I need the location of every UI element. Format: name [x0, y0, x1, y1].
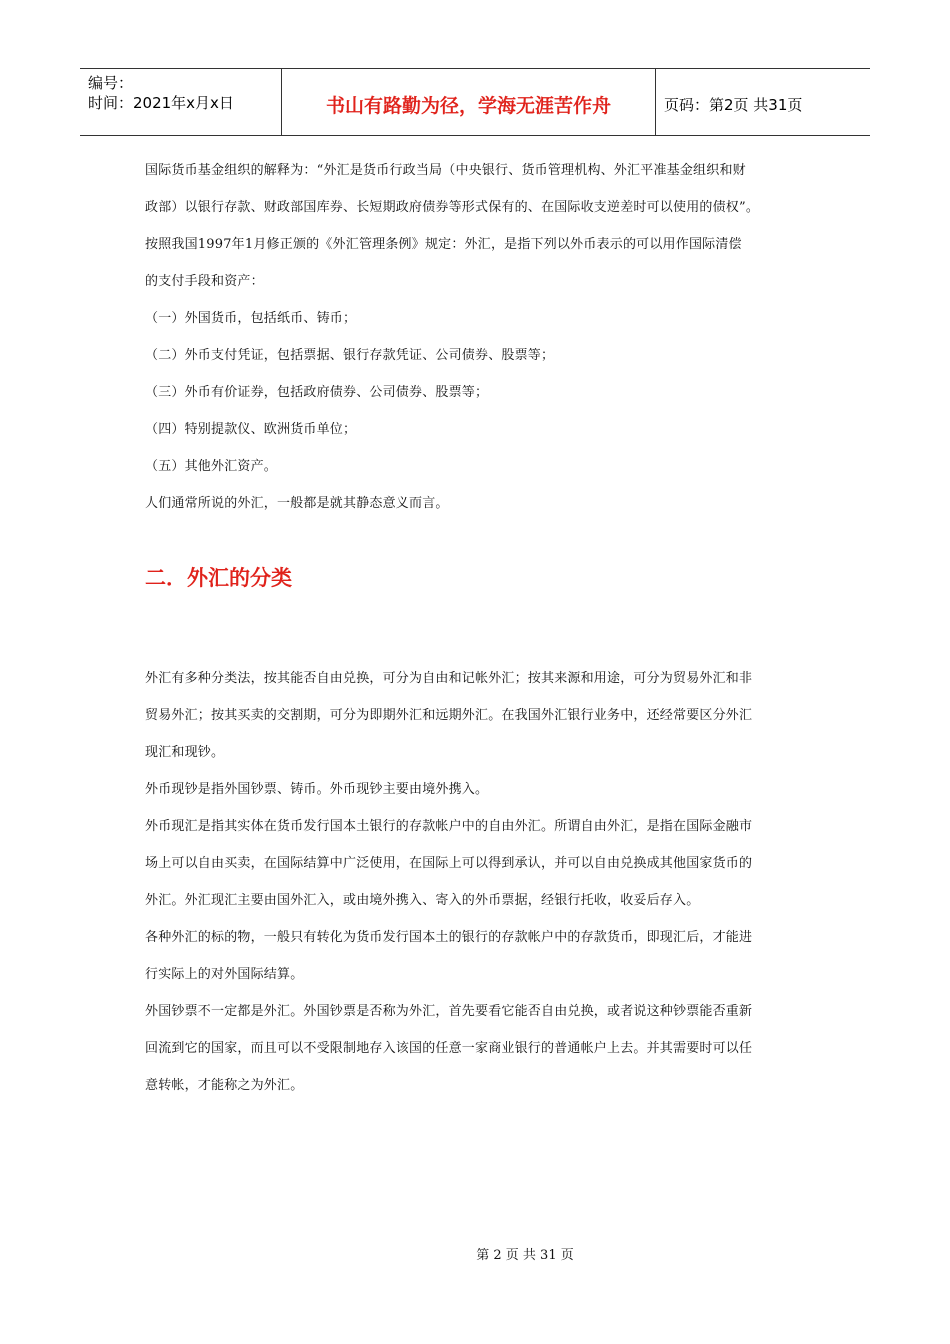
intro-section	[145, 152, 810, 522]
body-line: 外国钞票不一定都是外汇。外国钞票是否称为外汇，首先要看它能否自由兑换，或者说这种钞票能否重新	[145, 1004, 753, 1019]
body-line: 行实际上的对外国际结算。	[145, 967, 304, 982]
list-item: （五）其他外汇资产。	[145, 459, 278, 474]
header-motto: 书山有路勤为径，学海无涯苦作舟	[282, 69, 656, 135]
list-item: （四）特别提款仪、欧洲货币单位；	[145, 422, 357, 437]
body-line: 各种外汇的标的物，一般只有转化为货币发行国本土的银行的存款帐户中的存款货币，即现汇后，才能进	[145, 930, 753, 945]
intro-line: 人们通常所说的外汇，一般都是就其静态意义而言。	[145, 496, 449, 511]
body-line: 外币现汇是指其实体在货币发行国本土银行的存款帐户中的自由外汇。所谓自由外汇，是指在国际金融市	[145, 819, 753, 834]
document-number: 编号：	[88, 74, 134, 92]
body-line: 外汇。外汇现汇主要由国外汇入，或由境外携入、寄入的外币票据，经银行托收，收妥后存入。	[145, 893, 700, 908]
header-page-info: 页码：第2页 共31页	[664, 95, 803, 114]
body-line: 场上可以自由买卖，在国际结算中广泛使用，在国际上可以得到承认，并可以自由兑换成其他国家货币的	[145, 856, 753, 871]
body-line: 外汇有多种分类法，按其能否自由兑换，可分为自由和记帐外汇；按其来源和用途，可分为贸易外汇和非	[145, 671, 753, 686]
body-line: 回流到它的国家，而且可以不受限制地存入该国的任意一家商业银行的普通帐户上去。并其需要时可以任	[145, 1041, 753, 1056]
intro-line: 的支付手段和资产：	[145, 274, 264, 289]
list-item: （三）外币有价证券，包括政府债券、公司债券、股票等；	[145, 385, 489, 400]
page-footer: 第 2 页 共 31 页	[476, 1248, 574, 1263]
body-line: 贸易外汇；按其买卖的交割期，可分为即期外汇和远期外汇。在我国外汇银行业务中，还经常要区分外汇	[145, 708, 753, 723]
section-title: 二．外汇的分类	[145, 566, 292, 590]
list-item: （二）外币支付凭证，包括票据、银行存款凭证、公司债券、股票等；	[145, 348, 555, 363]
intro-line: 国际货币基金组织的解释为：“外汇是货币行政当局（中央银行、货币管理机构、外汇平准基金组织和财	[145, 163, 746, 178]
list-item: （一）外国货币，包括纸币、铸币；	[145, 311, 357, 326]
intro-line: 按照我国1997年1月修正颁的《外汇管理条例》规定：外汇，是指下列以外币表示的可以用作国际清偿	[145, 237, 742, 252]
header-meta	[80, 69, 282, 135]
page-header	[80, 68, 870, 136]
classification-section	[145, 660, 810, 1104]
body-line: 意转帐，才能称之为外汇。	[145, 1078, 304, 1093]
body-line: 现汇和现钞。	[145, 745, 225, 760]
intro-line: 政部）以银行存款、财政部国库券、长短期政府债券等形式保有的、在国际收支逆差时可以使用的债权”。	[145, 200, 760, 215]
body-line: 外币现钞是指外国钞票、铸币。外币现钞主要由境外携入。	[145, 782, 489, 797]
document-date: 时间：2021年x月x日	[88, 94, 234, 112]
